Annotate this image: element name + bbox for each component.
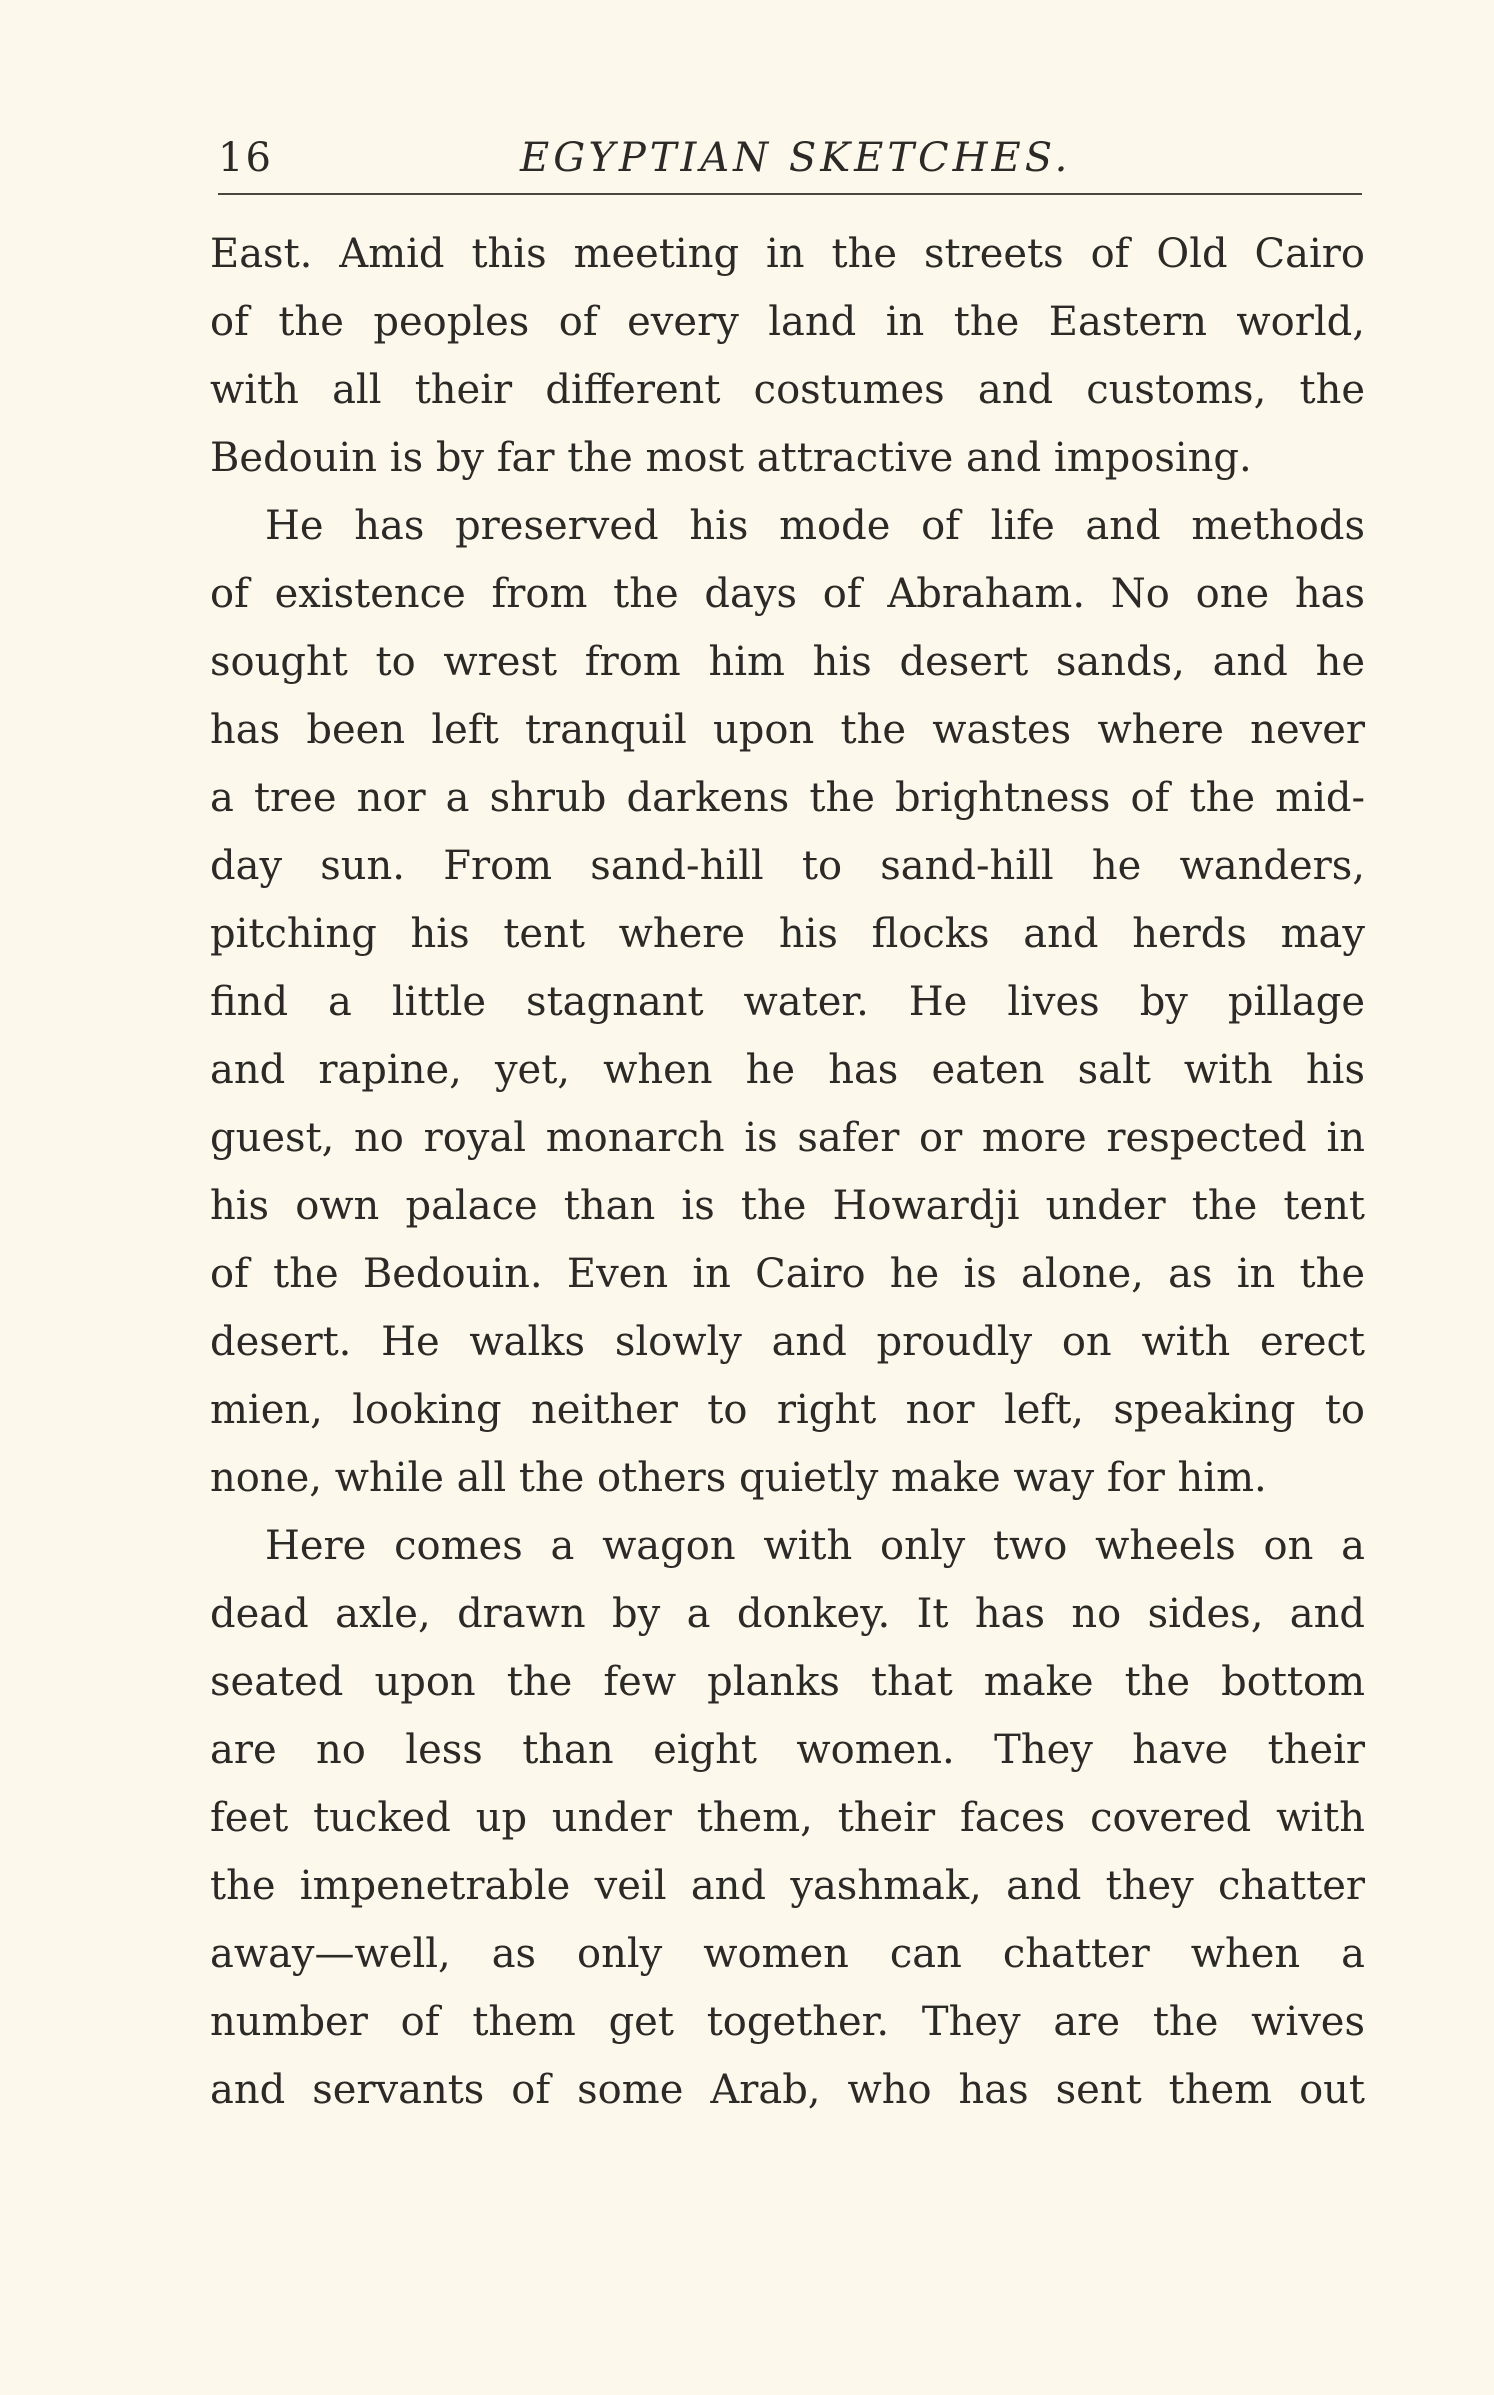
- paragraph-first-line: Here comes a wagon with only two wheels on a: [265, 1523, 1365, 1569]
- text-line: and servants of some Arab, who has sent them out: [210, 2067, 1365, 2113]
- text-line: find a little stagnant water. He lives by pillage: [210, 979, 1365, 1025]
- text-line: of the peoples of every land in the Eastern world,: [210, 299, 1365, 345]
- text-line: desert. He walks slowly and proudly on with erect: [210, 1319, 1365, 1365]
- text-line: a tree nor a shrub darkens the brightness of the mid-: [210, 775, 1365, 821]
- paragraph-first-line: He has preserved his mode of life and methods: [265, 503, 1365, 549]
- text-line: seated upon the few planks that make the bottom: [210, 1659, 1365, 1705]
- text-line: are no less than eight women. They have their: [210, 1727, 1365, 1773]
- text-line: of the Bedouin. Even in Cairo he is alone, as in the: [210, 1251, 1365, 1297]
- text-line: feet tucked up under them, their faces covered with: [210, 1795, 1365, 1841]
- text-line: with all their different costumes and customs, the: [210, 367, 1365, 413]
- text-line: has been left tranquil upon the wastes where never: [210, 707, 1365, 753]
- text-line: of existence from the days of Abraham. No one has: [210, 571, 1365, 617]
- text-line: and rapine, yet, when he has eaten salt with his: [210, 1047, 1365, 1093]
- text-line: Bedouin is by far the most attractive and imposing.: [210, 435, 1252, 481]
- text-line: away—well, as only women can chatter when a: [210, 1931, 1365, 1977]
- page-number: 16: [218, 135, 273, 181]
- text-line: day sun. From sand-hill to sand-hill he wanders,: [210, 843, 1365, 889]
- running-head-title: EGYPTIAN SKETCHES.: [520, 135, 1072, 181]
- text-line: none, while all the others quietly make way for him.: [210, 1455, 1267, 1501]
- text-line: number of them get together. They are the wives: [210, 1999, 1365, 2045]
- header-rule: [218, 193, 1362, 195]
- text-line: dead axle, drawn by a donkey. It has no sides, and: [210, 1591, 1365, 1637]
- text-line: the impenetrable veil and yashmak, and they chatter: [210, 1863, 1365, 1909]
- text-line: sought to wrest from him his desert sands, and he: [210, 639, 1365, 685]
- text-line: guest, no royal monarch is safer or more respected in: [210, 1115, 1365, 1161]
- text-line: mien, looking neither to right nor left, speaking to: [210, 1387, 1365, 1433]
- text-line: East. Amid this meeting in the streets of Old Cairo: [210, 231, 1365, 277]
- text-line: his own palace than is the Howardji under the tent: [210, 1183, 1365, 1229]
- text-line: pitching his tent where his flocks and herds may: [210, 911, 1365, 957]
- body-text: [210, 224, 1365, 2128]
